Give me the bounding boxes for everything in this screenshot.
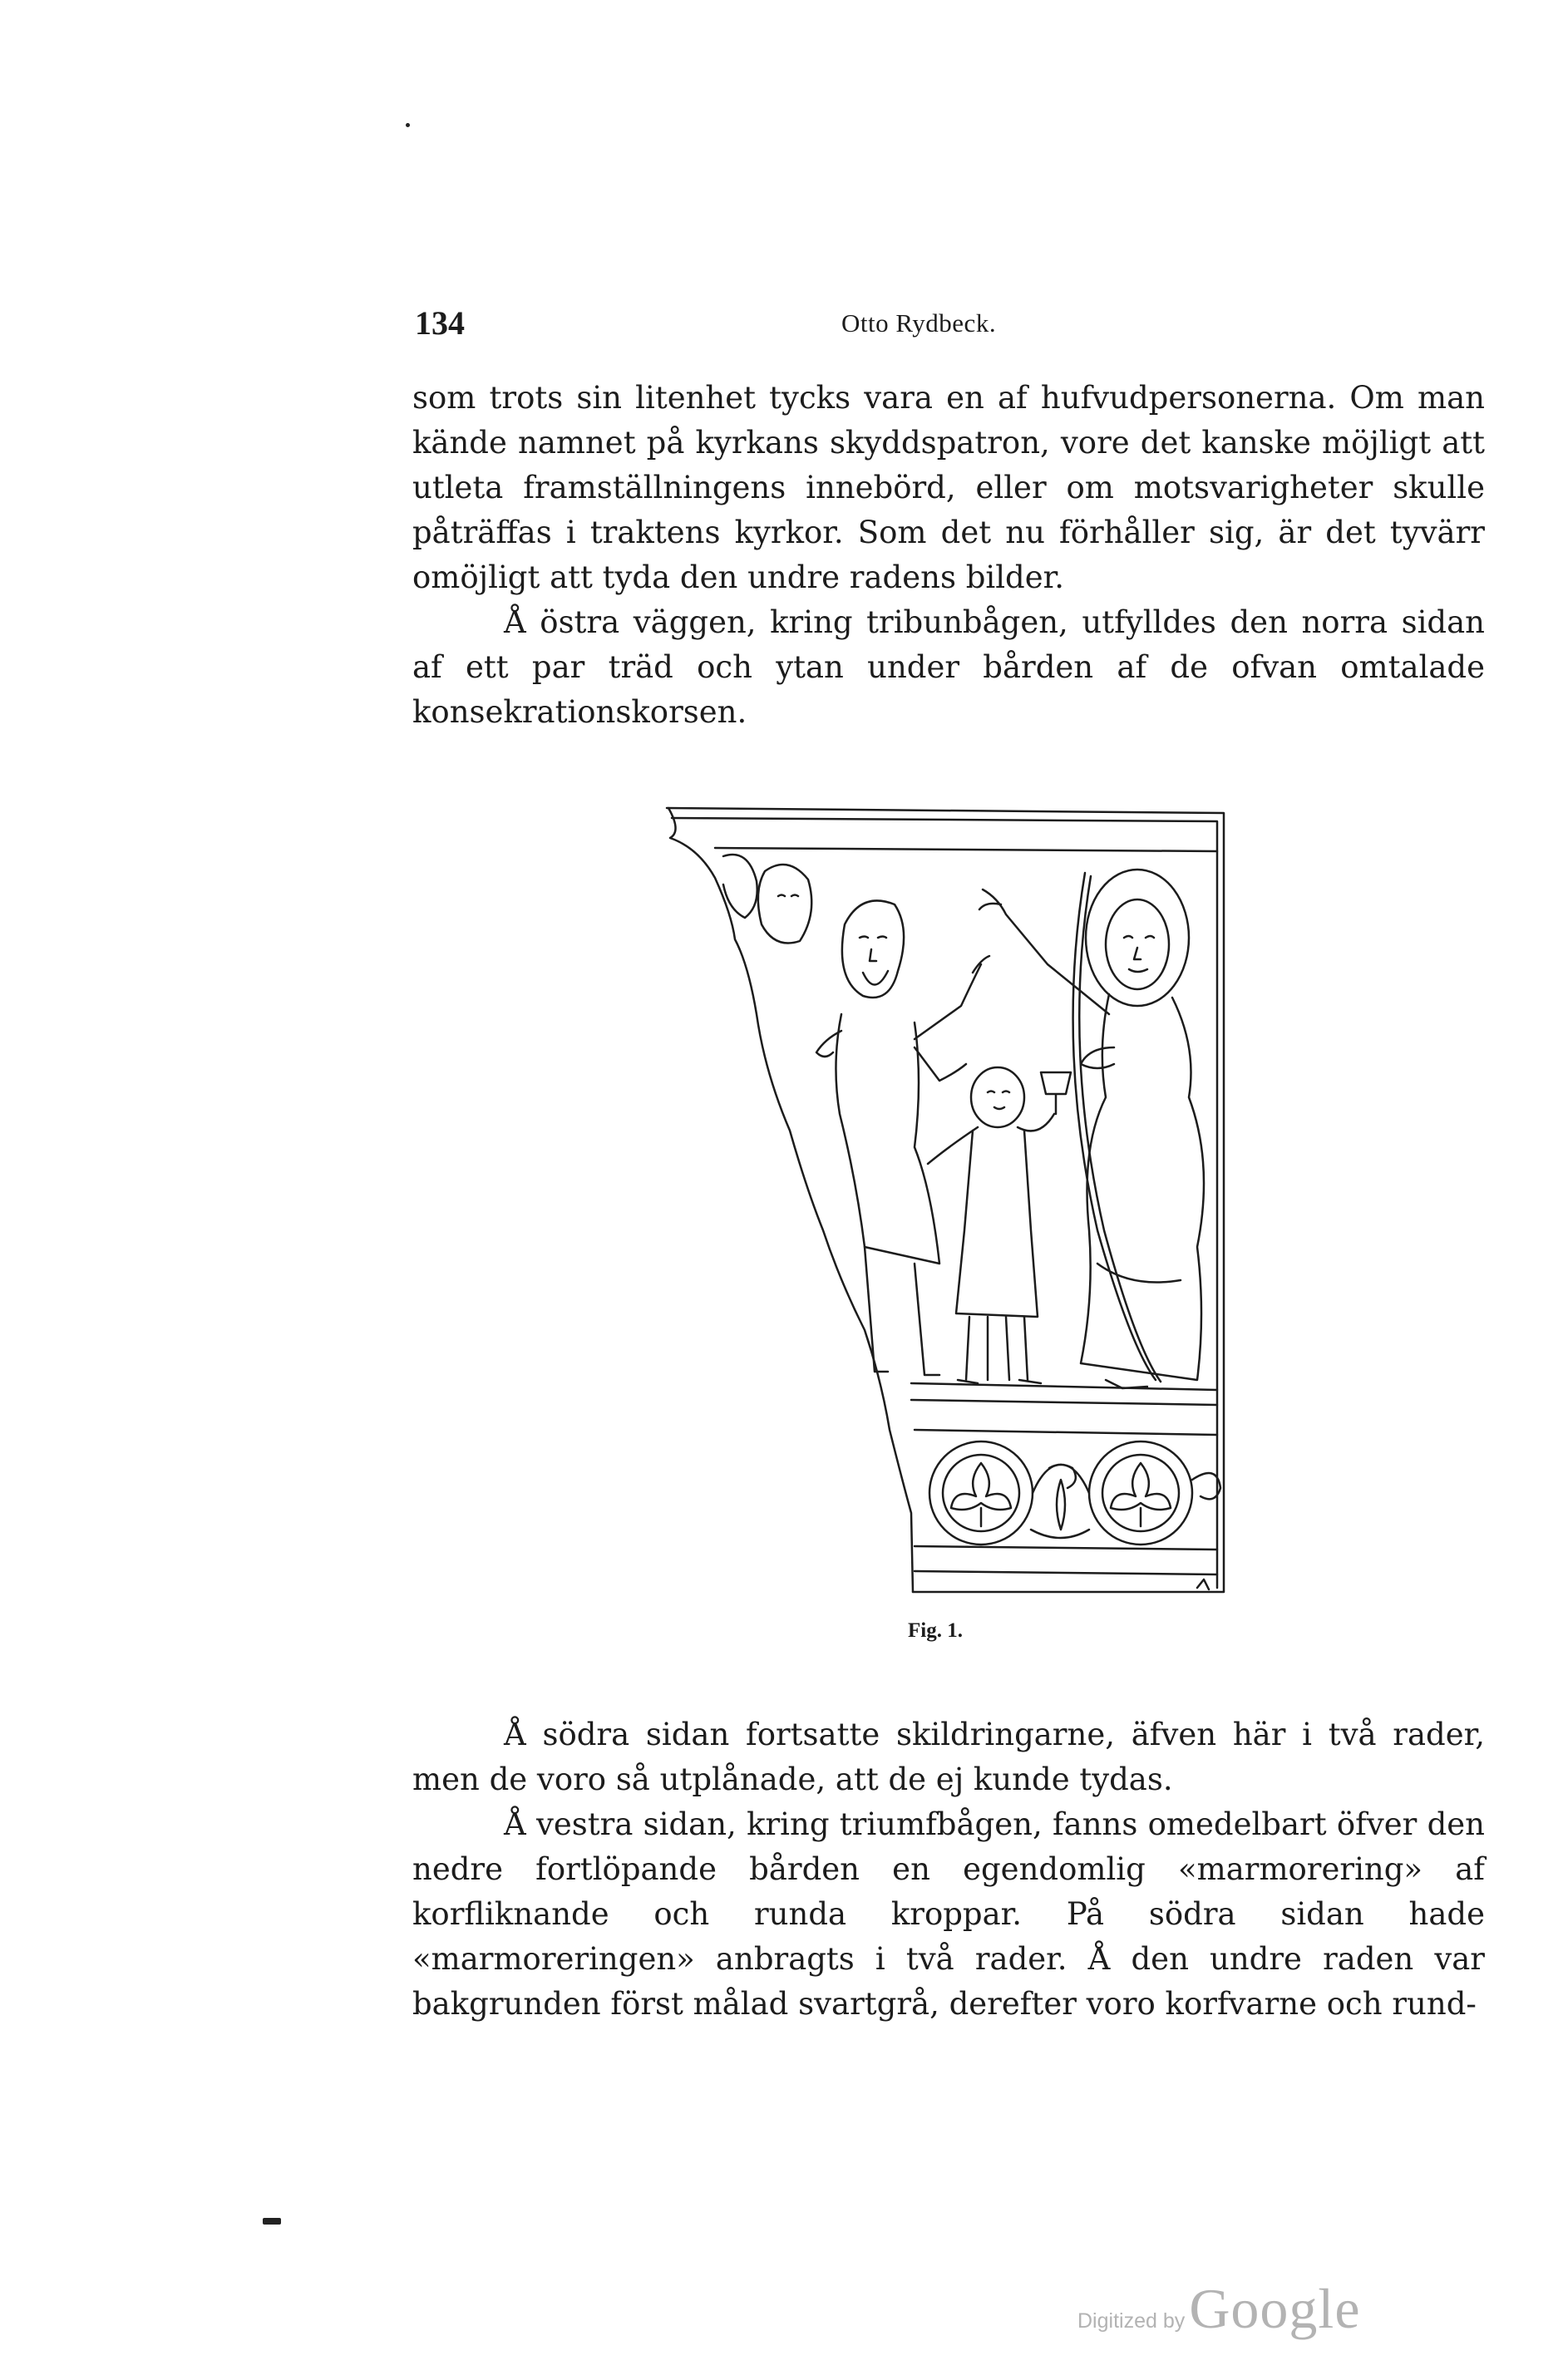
figure-1	[665, 798, 1239, 1613]
wall-painting-drawing	[665, 798, 1239, 1613]
page-header	[415, 303, 1487, 353]
watermark-prefix: Digitized by	[1077, 2309, 1186, 2333]
paragraph-4: Å vestra sidan, kring triumfbågen, fanns omedelbart öfver den nedre fortlöpande bården en egendomlig «marmorering» af korfliknande och runda kroppar. På södra sidan hade «marmoreringen» anbragts i två rader. Å den undre raden var bakgrunden först målad svartgrå, derefter voro korfvarne och rund-	[412, 1806, 1485, 2022]
paragraph-2: Å östra väggen, kring tribunbågen, utfylldes den norra sidan af ett par träd och ytan under bården af de ofvan omtalade konsekrationskorsen.	[412, 604, 1485, 730]
paragraph-1: som trots sin litenhet tycks vara en af hufvudpersonerna. Om man kände namnet på kyrkans skyddspatron, vore det kanske möjligt att utleta framställningens innebörd, eller om motsvarigheter skulle påträffas i traktens kyrkor. Som det nu förhåller sig, är det tyvärr omöjligt att tyda den undre radens bilder.	[412, 380, 1485, 595]
google-logo: Google	[1189, 2277, 1361, 2340]
border-top-line	[911, 1400, 1217, 1405]
ground-line	[911, 1383, 1217, 1390]
child-with-cup	[928, 1067, 1071, 1383]
scan-speck	[263, 2218, 281, 2225]
artist-mark	[1197, 1579, 1209, 1589]
fragment-outline	[667, 808, 1224, 1592]
figure-caption: Fig. 1.	[908, 1619, 963, 1642]
page-number: 134	[415, 304, 465, 342]
two-heads	[723, 855, 811, 944]
digitized-watermark	[1077, 2276, 1361, 2342]
running-title: Otto Rydbeck.	[841, 308, 997, 338]
ornamental-border	[915, 1430, 1220, 1574]
paragraph-3: Å södra sidan fortsatte skildringarne, äfven här i två rader, men de voro så utplånade, att de ej kunde tydas.	[412, 1717, 1485, 1797]
text-block-top	[412, 376, 1485, 735]
scan-speck	[406, 123, 410, 127]
text-block-bottom	[412, 1712, 1485, 2027]
haloed-figure	[979, 870, 1204, 1388]
